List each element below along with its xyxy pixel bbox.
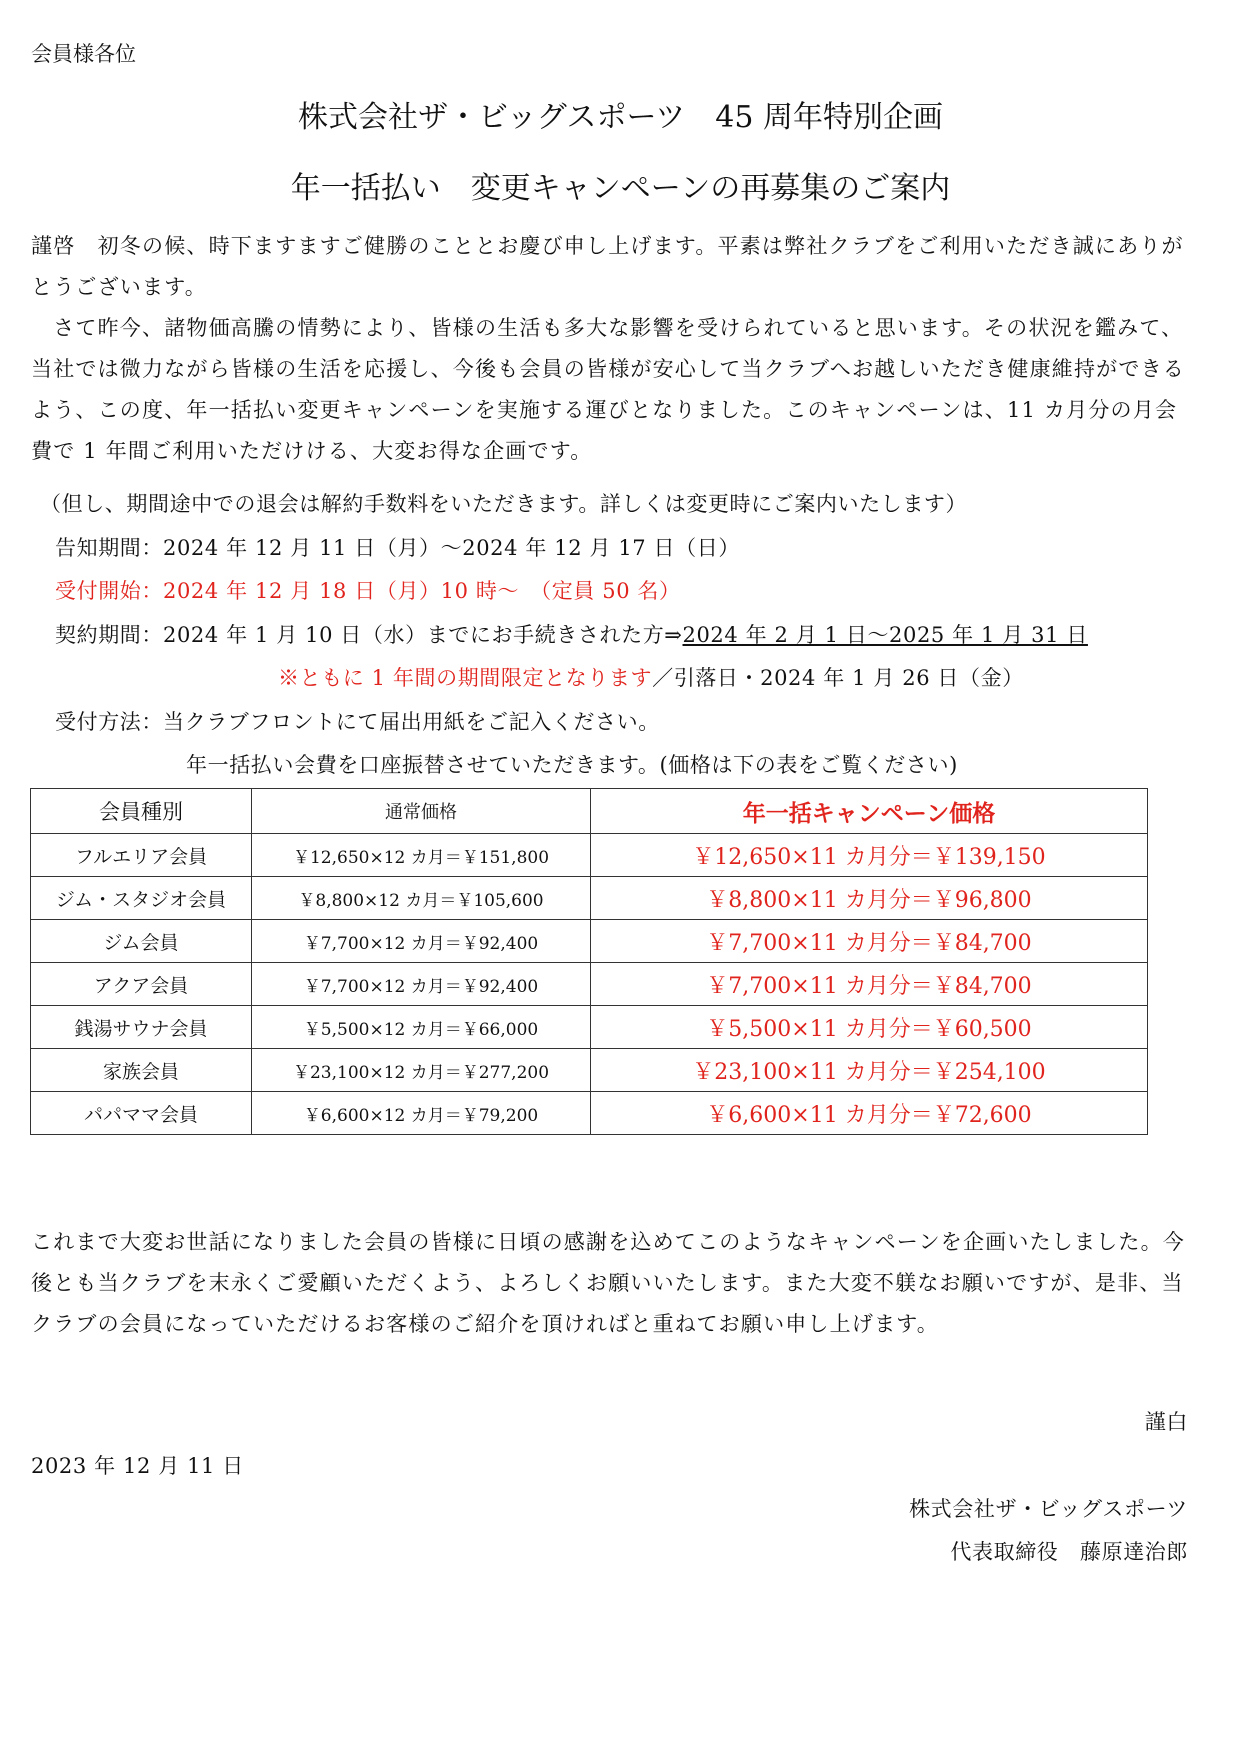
contract-prefix: 契約期間：2024 年 1 月 10 日（水）までにお手続きされた方⇒ bbox=[55, 623, 683, 647]
table-header-row bbox=[31, 789, 1148, 834]
payment-note: 年一括払い会費を口座振替させていただきます。(価格は下の表をご覧ください) bbox=[186, 753, 958, 777]
regular-price: ￥7,700×12 カ月＝￥92,400 bbox=[252, 920, 591, 963]
notice-period: 告知期間：2024 年 12 月 11 日（月）～2024 年 12 月 17 日（日） bbox=[55, 536, 740, 560]
document-date: 2023 年 12 月 11 日 bbox=[31, 1454, 244, 1478]
contract-period: 2024 年 2 月 1 日～2025 年 1 月 31 日 bbox=[682, 623, 1088, 647]
withdrawal-date: ／引落日・2024 年 1 月 26 日（金） bbox=[652, 666, 1024, 690]
note-text: （但し、期間途中での退会は解約手数料をいただきます。詳しくは変更時にご案内いたします） bbox=[40, 492, 968, 516]
body-paragraph: さて昨今、諸物価高騰の情勢により、皆様の生活も多大な影響を受けられていると思います。その状況を鑑みて、当社では微力ながら皆様の生活を応援し、今後も会員の皆様が安心して当クラブへお越しいただき健康維持ができるよう、この度、年一括払い変更キャンペーンを実施する運びとなりました。このキャンペーンは、11 カ月分の月会費で 1 年間ご利用いただけける、大変お得な企画です。 bbox=[31, 316, 1185, 463]
regular-price: ￥6,600×12 カ月＝￥79,200 bbox=[252, 1092, 591, 1135]
table-row bbox=[31, 920, 1148, 963]
table-row bbox=[31, 834, 1148, 877]
regular-price: ￥5,500×12 カ月＝￥66,000 bbox=[252, 1006, 591, 1049]
header-regular-price: 通常価格 bbox=[252, 789, 591, 834]
limited-notice: ※ともに 1 年間の期間限定となります bbox=[278, 666, 653, 690]
regular-price: ￥23,100×12 カ月＝￥277,200 bbox=[252, 1049, 591, 1092]
representative-name: 代表取締役 藤原達治郎 bbox=[950, 1540, 1188, 1564]
table-row bbox=[31, 1049, 1148, 1092]
campaign-price: ￥7,700×11 カ月分＝￥84,700 bbox=[591, 963, 1148, 1006]
member-type: 家族会員 bbox=[31, 1049, 252, 1092]
member-type: パパママ会員 bbox=[31, 1092, 252, 1135]
price-table bbox=[30, 788, 1148, 1135]
document-subtitle: 年一括払い 変更キャンペーンの再募集のご案内 bbox=[290, 171, 951, 206]
reception-method: 受付方法：当クラブフロントにて届出用紙をご記入ください。 bbox=[55, 710, 660, 734]
closing-paragraph: これまで大変お世話になりました会員の皆様に日頃の感謝を込めてこのようなキャンペーンを企画いたしました。今後とも当クラブを末永くご愛顧いただくよう、よろしくお願いいたします。また大変不躾なお願いですが、是非、当クラブの会員になっていただけるお客様のご紹介を頂ければと重ねてお願い申し上げます。 bbox=[31, 1230, 1185, 1336]
header-campaign-price: 年一括キャンペーン価格 bbox=[591, 789, 1148, 834]
campaign-price: ￥6,600×11 カ月分＝￥72,600 bbox=[591, 1092, 1148, 1135]
member-type: 銭湯サウナ会員 bbox=[31, 1006, 252, 1049]
reception-start: 受付開始：2024 年 12 月 18 日（月）10 時～ （定員 50 名） bbox=[55, 579, 681, 603]
regular-price: ￥7,700×12 カ月＝￥92,400 bbox=[252, 963, 591, 1006]
intro-paragraph: 謹啓 初冬の候、時下ますますご健勝のこととお慶び申し上げます。平素は弊社クラブをご利用いただき誠にありがとうございます。 bbox=[31, 234, 1184, 299]
campaign-price: ￥23,100×11 カ月分＝￥254,100 bbox=[591, 1049, 1148, 1092]
member-type: ジム・スタジオ会員 bbox=[31, 877, 252, 920]
header-member-type: 会員種別 bbox=[31, 789, 252, 834]
document-title: 株式会社ザ・ビッグスポーツ 45 周年特別企画 bbox=[297, 100, 943, 135]
member-type: アクア会員 bbox=[31, 963, 252, 1006]
table-row bbox=[31, 877, 1148, 920]
contract-period-line bbox=[55, 619, 1088, 649]
campaign-price: ￥12,650×11 カ月分＝￥139,150 bbox=[591, 834, 1148, 877]
campaign-price: ￥7,700×11 カ月分＝￥84,700 bbox=[591, 920, 1148, 963]
table-row bbox=[31, 963, 1148, 1006]
table-row bbox=[31, 1006, 1148, 1049]
campaign-price: ￥5,500×11 カ月分＝￥60,500 bbox=[591, 1006, 1148, 1049]
regular-price: ￥8,800×12 カ月＝￥105,600 bbox=[252, 877, 591, 920]
regular-price: ￥12,650×12 カ月＝￥151,800 bbox=[252, 834, 591, 877]
limited-period-line bbox=[278, 662, 1024, 692]
company-name: 株式会社ザ・ビッグスポーツ bbox=[909, 1497, 1188, 1521]
table-row bbox=[31, 1092, 1148, 1135]
closing-keihaku: 謹白 bbox=[1144, 1410, 1188, 1434]
member-type: フルエリア会員 bbox=[31, 834, 252, 877]
salutation: 会員様各位 bbox=[31, 42, 136, 66]
campaign-price: ￥8,800×11 カ月分＝￥96,800 bbox=[591, 877, 1148, 920]
member-type: ジム会員 bbox=[31, 920, 252, 963]
